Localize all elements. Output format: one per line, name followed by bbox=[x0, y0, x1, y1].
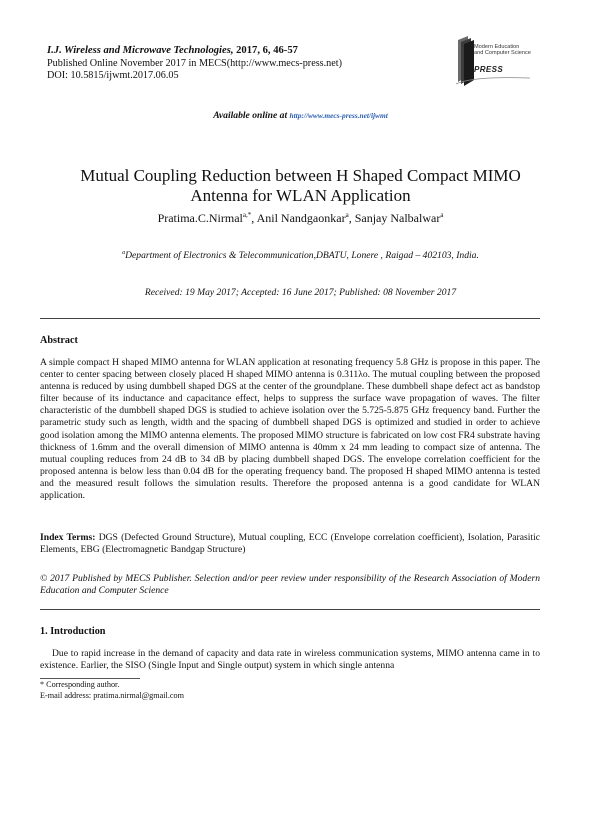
footnote bbox=[40, 680, 184, 701]
author: Anil Nandgaonkar$^a$, bbox=[256, 211, 355, 225]
index-terms-label: Index Terms: bbox=[40, 532, 96, 543]
journal-link[interactable]: http://www.mecs-press.net/ijwmt bbox=[289, 111, 388, 120]
author: Sanjay Nalbalwar$^a$ bbox=[354, 211, 444, 225]
publication-dates: Received: 19 May 2017; Accepted: 16 June 2017; Published: 08 November 2017 bbox=[144, 287, 457, 298]
abstract-text: A simple compact H shaped MIMO antenna for WLAN application at resonating frequency 5.8 GHz is propose in this paper. The center to center spacing between closely placed H shaped MIMO antenna is 0.311λo. The mutual coupling between the proposed antenna is reduced by using dumbbell shaped DGS at the center of the groundplane. These dumbbell shape defect act as bandstop filter because of its inductance and capacitance effect, helps to suppress the surface wave propagation of waves. The filter characteristic of the dumbbell shaped DGS is studied to achieve isolation over the 5.725-5.875 GHz frequency band. Further the parametric study such as length, width and the spacing of dumbbell shaped DGS is optimized and studied in order to achieve good isolation among the MIMO antenna elements. The proposed MIMO structure is fabricated on low cost FR4 substrate having thickness of 1.6mm and the overall dimension of MIMO antenna is 40mm x 24 mm leading to compact size of antenna. The mutual coupling reduces from 24 dB to 34 dB by placing dumbbell shaped DGS. The envelope correlation coefficient for the proposed antenna is below less than 0.04 dB for the operating frequency band. The proposed H shaped MIMO antenna is tested and the measured result follows the simulation results. Therefore the proposed antenna is a good candidate for WLAN application. bbox=[40, 357, 540, 502]
publisher-logo bbox=[452, 32, 532, 94]
availability-label: Available online at bbox=[213, 110, 290, 121]
index-terms bbox=[40, 532, 540, 556]
journal-numbers: 2017, 6, 46-57 bbox=[233, 45, 298, 56]
footnote-rule bbox=[40, 678, 140, 679]
abstract-heading: Abstract bbox=[40, 335, 78, 346]
availability-line bbox=[0, 110, 601, 121]
published-online: Published Online November 2017 in MECS(http://www.mecs-press.net) bbox=[47, 57, 343, 69]
author: Pratima.C.Nirmal$^{a,*}$, bbox=[157, 211, 257, 225]
journal-header bbox=[47, 45, 447, 83]
introduction-text: Due to rapid increase in the demand of capacity and data rate in wireless communication systems, MIMO antenna came in to existence. Earlier, the SISO (Single Input and Single output) system in which single antenna bbox=[40, 648, 540, 672]
introduction-heading: 1. Introduction bbox=[40, 626, 106, 637]
journal-name: I.J. Wireless and Microwave Technologies, bbox=[47, 45, 234, 56]
corresponding-author-note: * Corresponding author. bbox=[40, 680, 120, 689]
index-terms-text: DGS (Defected Ground Structure), Mutual coupling, ECC (Envelope correlation coefficient), Isolation, Parasitic Elements, EBG (Electromagnetic Bandgap Structure) bbox=[40, 532, 540, 556]
publisher-press: PRESS bbox=[474, 65, 504, 74]
book-icon bbox=[452, 32, 532, 94]
email-address: E-mail address: pratima.nirmal@gmail.com bbox=[40, 690, 184, 700]
author-list bbox=[0, 211, 601, 226]
paper-title: Mutual Coupling Reduction between H Shaped Compact MIMO Antenna for WLAN Application bbox=[80, 166, 521, 205]
doi: DOI: 10.5815/ijwmt.2017.06.05 bbox=[47, 70, 179, 81]
affiliation: $^a$Department of Electronics & Telecommunication,DBATU, Lonere , Raigad – 402103, India. bbox=[122, 250, 479, 262]
copyright-notice: © 2017 Published by MECS Publisher. Selection and/or peer review under responsibility of the Research Association of Modern Education and Computer Science bbox=[40, 573, 540, 597]
publisher-name: Modern Education and Computer Science bbox=[474, 44, 531, 57]
divider bbox=[40, 609, 540, 610]
journal-citation bbox=[47, 45, 447, 58]
divider bbox=[40, 318, 540, 319]
